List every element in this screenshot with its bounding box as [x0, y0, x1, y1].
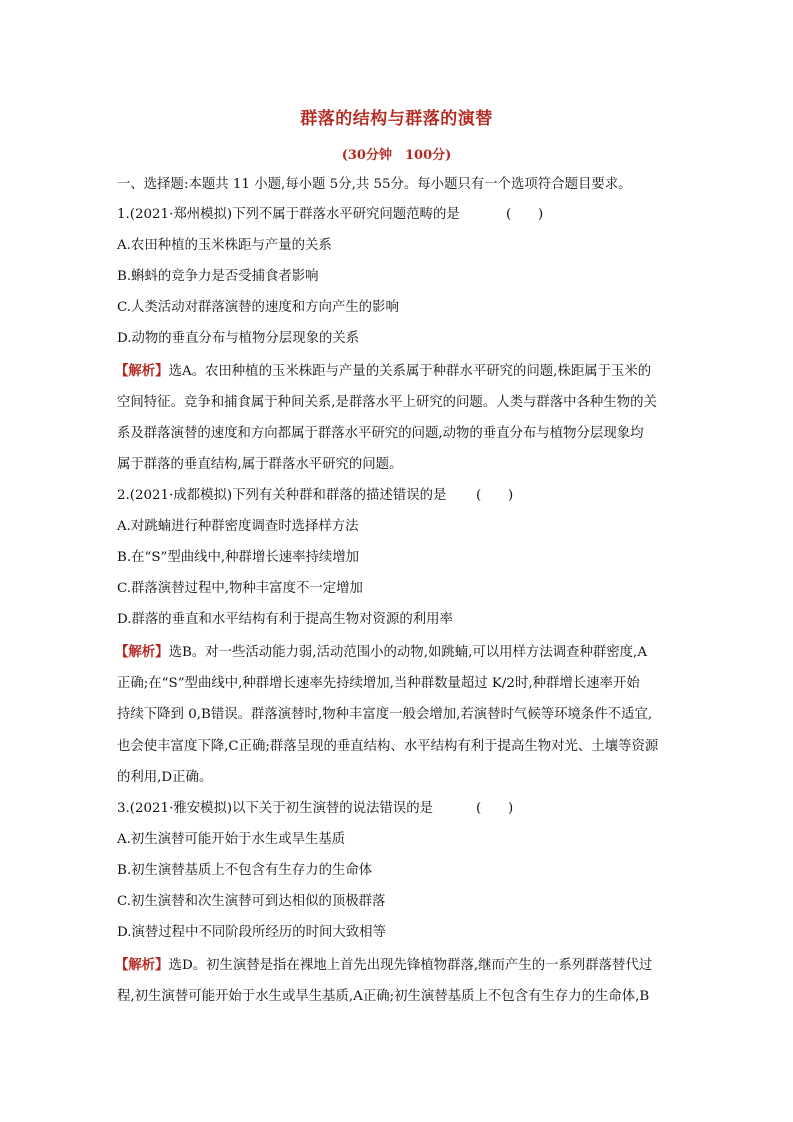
option-text: C.初生演替和次生演替可到达相似的顶极群落	[117, 894, 386, 909]
analysis-line: 的利用,D正确。	[117, 770, 213, 785]
option-text: A.农田种植的玉米株距与产量的关系	[117, 238, 332, 253]
option-text: D.动物的垂直分布与植物分层现象的关系	[117, 331, 360, 346]
page-subtitle: (30分钟 100分)	[341, 148, 452, 163]
analysis-line: 属于群落的垂直结构,属于群落水平研究的问题。	[117, 457, 403, 472]
option-text: B.蝌蚪的竞争力是否受捕食者影响	[117, 269, 319, 284]
analysis-line: 正确;在“S”型曲线中,种群增长速率先持续增加,当种群数量超过 K/2时,种群增长速率开始	[117, 676, 640, 691]
section-heading: 一、选择题:本题共 11 小题,每小题 5分,共 55分。每小题只有一个选项符合题目要求。	[117, 177, 632, 192]
analysis-line	[115, 642, 647, 663]
answer-blank: ( )	[476, 801, 514, 816]
option-text: C.群落演替过程中,物种丰富度不一定增加	[117, 581, 363, 596]
analysis-line: 也会使丰富度下降,C正确;群落呈现的垂直结构、水平结构有利于提高生物对光、土壤等资源	[117, 739, 659, 754]
option-text: A.初生演替可能开始于水生或旱生基质	[117, 832, 346, 847]
option-text: D.群落的垂直和水平结构有利于提高生物对资源的利用率	[117, 612, 453, 627]
analysis-line	[115, 361, 651, 382]
analysis-label: 【解析】	[115, 644, 169, 660]
analysis-label: 【解析】	[115, 957, 169, 973]
analysis-label: 【解析】	[115, 363, 169, 379]
answer-blank: ( )	[476, 488, 514, 503]
analysis-line: 程,初生演替可能开始于水生或旱生基质,A正确;初生演替基质上不包含有生存力的生命体,B	[117, 989, 650, 1004]
option-text: D.演替过程中不同阶段所经历的时间大致相等	[117, 925, 386, 940]
option-text: B.在“S”型曲线中,种群增长速率持续增加	[117, 550, 360, 565]
analysis-text: 选D。初生演替是指在裸地上首先出现先锋植物群落,继而产生的一系列群落替代过	[168, 958, 653, 973]
answer-blank: ( )	[506, 207, 544, 222]
option-text: A.对跳蝻进行种群密度调查时选择样方法	[117, 519, 359, 534]
analysis-line	[115, 955, 652, 976]
question-stem: 3.(2021·雅安模拟)以下关于初生演替的说法错误的是	[117, 801, 433, 816]
analysis-line: 持续下降到 0,B错误。群落演替时,物种丰富度一般会增加,若演替时气候等环境条件不适宜,	[117, 707, 653, 722]
analysis-text: 选B。对一些活动能力弱,活动范围小的动物,如跳蝻,可以用样方法调查种群密度,A	[168, 645, 647, 660]
analysis-line: 空间特征。竞争和捕食属于种间关系,是群落水平上研究的问题。人类与群落中各种生物的关	[117, 395, 657, 410]
option-text: C.人类活动对群落演替的速度和方向产生的影响	[117, 300, 399, 315]
analysis-text: 选A。农田种植的玉米株距与产量的关系属于种群水平研究的问题,株距属于玉米的	[168, 364, 652, 379]
option-text: B.初生演替基质上不包含有生存力的生命体	[117, 863, 373, 878]
question-stem: 2.(2021·成都模拟)下列有关种群和群落的描述错误的是	[117, 488, 447, 503]
page-title: 群落的结构与群落的演替	[300, 109, 493, 129]
question-stem: 1.(2021·郑州模拟)下列不属于群落水平研究问题范畴的是	[117, 207, 460, 222]
analysis-line: 系及群落演替的速度和方向都属于群落水平研究的问题,动物的垂直分布与植物分层现象均	[117, 426, 644, 441]
